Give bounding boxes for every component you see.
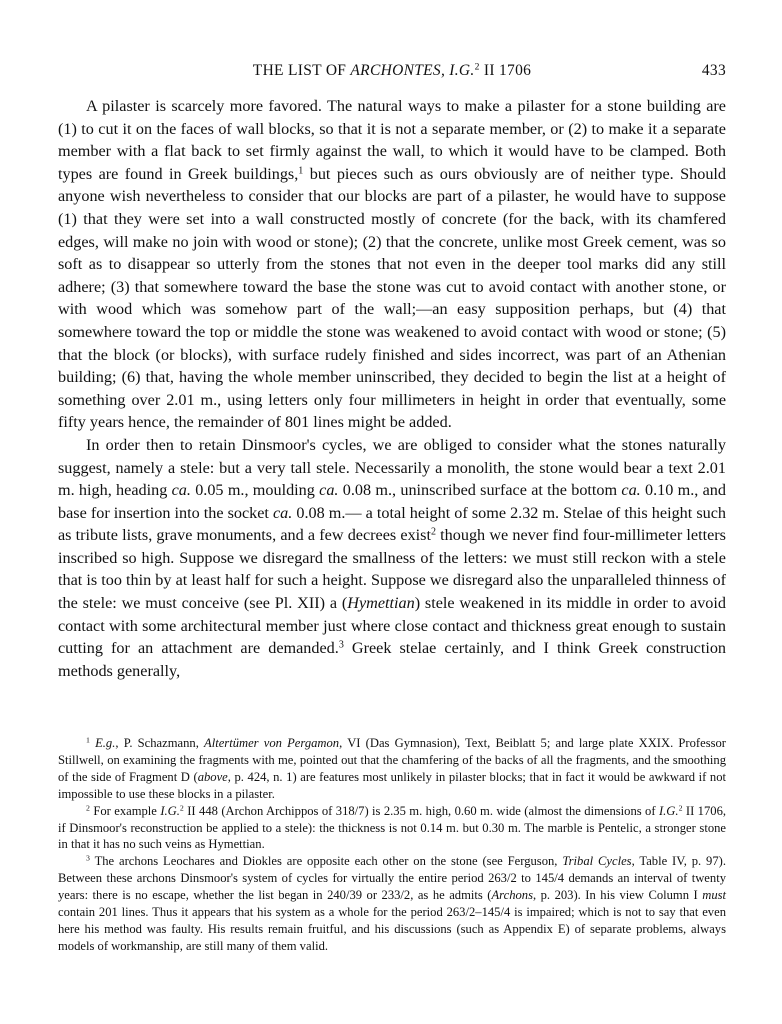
footnote-ref-3: 3 [338, 639, 344, 651]
footnote-1: $^1$ E.g., P. Schazmann, Altertümer von Pergamon, VI (Das Gymnasion), Text, Beiblatt 5; and large plate XXIX. Professor Stillwell, on examining the fragments with me, pointed out that the chamfering of the backs of all the fragments, and the smoothing of the side of Fragment D (above, p. 424, n. 1) are features most unlikely in pilaster blocks; that in fact it would be awkward if not impossible to use these blocks in a pilaster. [58, 735, 726, 801]
footnote-2: $^2$ For example I.G.$^2$ II 448 (Archon Archippos of 318/7) is 2.35 m. high, 0.60 m. wide (almost the dimensions of I.G.$^2$ II 1706, if Dinsmoor's reconstruction be applied to a stele): the thickness is not 0.14 m. but 0.30 m. The marble is Pentelic, a stronger stone in that it has no such veins as Hymettian. [58, 803, 727, 852]
page-number: 433 [701, 62, 726, 79]
footnote-ref-2: 2 [430, 526, 436, 538]
footnote-3: $^3$ The archons Leochares and Diokles are opposite each other on the stone (see Ferguson, Tribal Cycles, Table IV, p. 97). Between these archons Dinsmoor's system of cycles for virtually the entire period 263/2 to 145/4 demands an interval of twenty years: there is no escape, whether the list began in 240/39 or 233/2, as he admits (Archons, p. 203). In his view Column I must contain 201 lines. Thus it appears that his system as a whole for the period 263/2–145/4 is impaired; which is not to say that even here his method was faulty. His results remain fruitful, and his discussions (such as Appendix E) of separate problems, always models of workmanship, are still many of them valid. [58, 854, 727, 953]
main-text [58, 95, 726, 682]
footnotes [58, 735, 726, 955]
paragraph-stele: In order then to retain Dinsmoor's cycles, we are obliged to consider what the stones naturally suggest, namely a stele: but a very tall stele. Necessarily a monolith, the stone would bear a text 2.01 m. high, heading ca. 0.05 m., moulding ca. 0.08 m., uninscribed surface at the bottom ca. 0.10 m., and base for insertion into the socket ca. 0.08 m.— a total height of some 2.32 m. Stelae of this height such as tribute lists, grave monuments, and a few decrees exist$^2$ though we never find four-millimeter letters inscribed so high. Suppose we disregard the smallness of the letters: we must still reckon with a stele that is too thin by at least half for such a height. Suppose we disregard also the unparalleled thinness of the stele: we must conceive (see Pl. XII) a (Hymettian) stele weakened in its middle in order to avoid contact with some architectural member just where close contact and thickness great enough to sustain cutting for an attachment are demanded.$^3$ Greek stelae certainly, and I think Greek construction methods generally, [58, 435, 727, 680]
footnote-ref-1: 1 [298, 165, 304, 177]
running-header [58, 62, 726, 84]
paragraph-pilaster: A pilaster is scarcely more favored. The natural ways to make a pilaster for a stone building are (1) to cut it on the faces of wall blocks, so that it is not a separate member, or (2) to make it a separate member with a flat back to set firmly against the wall, to which it would have to be clamped. Both types are found in Greek buildings,$^1$ but pieces such as ours obviously are of neither type. Should anyone wish nevertheless to consider that our blocks are part of a pilaster, he would have to suppose (1) that they were set into a wall constructed mostly of concrete (for the back, with its chamfered edges, will make no join with wood or stone); (2) that the concrete, unlike most Greek cement, was so soft as to disappear so utterly from the stones that not even in the deeper tool marks did any still adhere; (3) that somewhere toward the base the stone was cut to avoid contact with another stone, or with wood which was somehow part of the wall;—an easy supposition perhaps, but (4) that somewhere toward the top or middle the stone was weakened to avoid contact with wood or stone; (5) that the block (or blocks), with surface rudely finished and sides incorrect, was part of an Athenian building; (6) that, having the whole member uninscribed, they decided to begin the list at a height of something over 2.01 m., using letters only four millimeters in height in order that eventually, some fifty years hence, the remainder of 801 lines might be added. [58, 97, 727, 432]
running-title: THE LIST OF ARCHONTES, I.G.$^2$ II 1706 [252, 61, 532, 79]
